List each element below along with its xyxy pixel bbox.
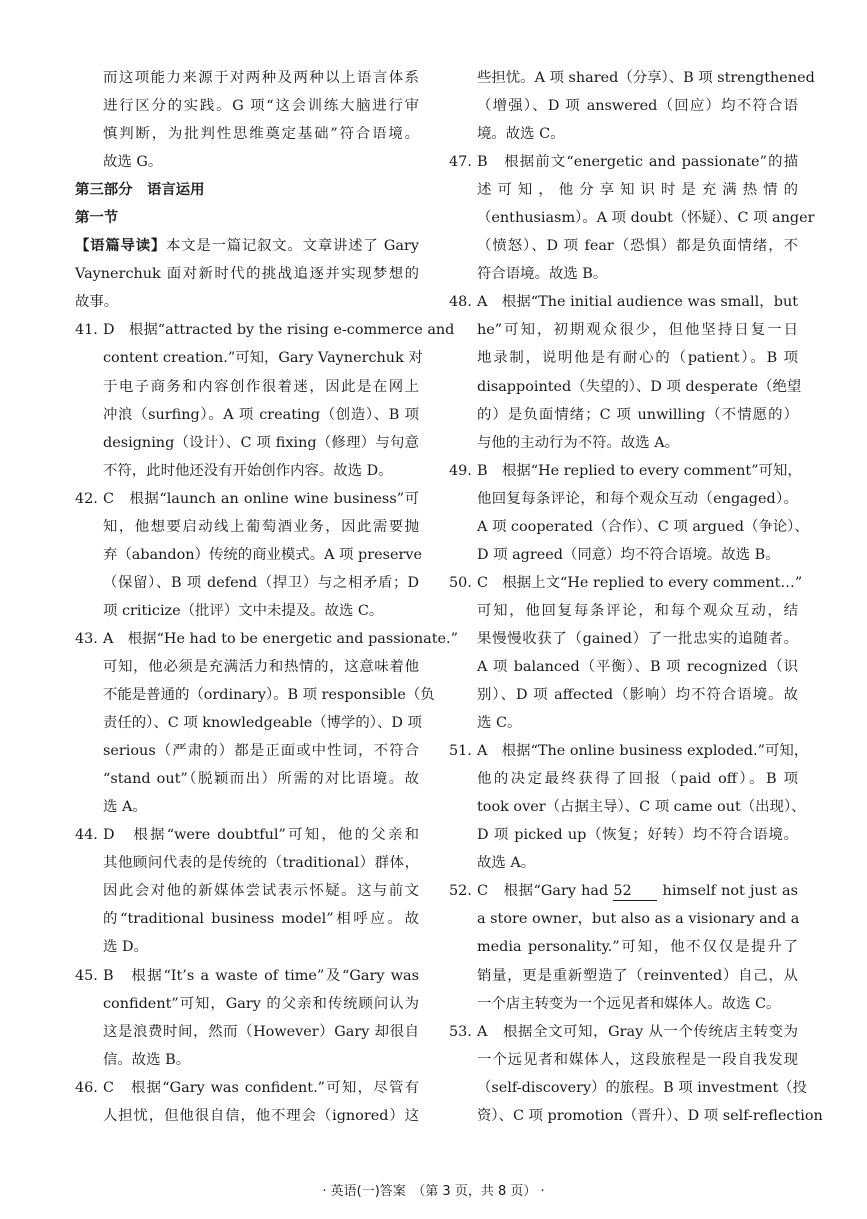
item-number: 52.	[449, 883, 472, 900]
line-text: 与他的主动行为不符。故选 A。	[477, 434, 680, 451]
line-text: 进行区分的实践。G 项“这会训练大脑进行审	[103, 98, 419, 115]
line-text: A 根据全文可知，Gray 从一个传统店主转变为	[477, 1023, 798, 1040]
answer-item-start	[449, 457, 802, 485]
line-text: C 根据“launch an online wine business”可	[103, 490, 419, 507]
text-line	[449, 849, 798, 877]
line-text: media personality.”可知，他不仅仅是提升了	[477, 939, 798, 956]
line-text: （保留）、B 项 defend（捍卫）与之相矛盾；D	[103, 574, 419, 591]
text-line	[449, 821, 798, 849]
line-text: “stand out”（脱颖而出）所需的对比语境。故	[103, 771, 419, 788]
text-line	[75, 541, 423, 569]
item-number: 48.	[449, 294, 472, 311]
text-line	[449, 1046, 798, 1074]
text-line	[75, 373, 419, 401]
line-text: 不符，此时他还没有开始创作内容。故选 D。	[103, 462, 393, 479]
answer-item-start	[75, 1074, 419, 1102]
text-line	[449, 316, 798, 344]
line-text: a store owner，but also as a visionary and a	[477, 911, 800, 928]
text-line	[75, 709, 422, 737]
line-text: 责任的）、C 项 knowledgeable（博学的）、D 项	[103, 715, 422, 732]
text-line	[75, 120, 419, 148]
text-line	[449, 933, 798, 961]
line-text: 项 criticize（批评）文中未提及。故选 C。	[103, 602, 384, 619]
text-line	[449, 1074, 807, 1102]
item-number: 43.	[75, 630, 98, 647]
text-line	[75, 401, 419, 429]
line-text: 述可知，他分享知识时是充满热情的	[477, 182, 798, 199]
text-line	[449, 681, 798, 709]
line-text: 果慢慢收获了（gained）了一批忠实的追随者。	[477, 630, 798, 647]
line-text: he”可知，初期观众很少，但他坚持日复一日	[477, 322, 798, 339]
answer-item-start	[449, 877, 798, 905]
text-line	[75, 1102, 419, 1130]
guide-tag: 【语篇导读】	[75, 238, 167, 255]
line-text: took over（占据主导）、C 项 came out（出现）、	[477, 799, 806, 816]
line-text: D 项 agreed（同意）均不符合语境。故选 B。	[477, 546, 780, 563]
line-text: 知，他想要启动线上葡萄酒业务，因此需要抛	[103, 518, 419, 535]
text-line	[75, 204, 419, 232]
line-text: B 根据“It’s a waste of time”及“Gary was	[103, 967, 419, 984]
text-line	[75, 1018, 419, 1046]
line-text: 别）、D 项 affected（影响）均不符合语境。故	[477, 687, 798, 704]
text-line	[449, 1102, 823, 1130]
line-text: 其他顾问代表的是传统的（traditional）群体，	[103, 855, 419, 872]
line-text: （self-discovery）的旅程。B 项 investment（投	[477, 1079, 807, 1096]
line-text: 信。故选 B。	[103, 1051, 191, 1068]
line-text: 于电子商务和内容创作很着迷，因此是在网上	[103, 378, 419, 395]
line-text-pre: C 根据“Gary had	[477, 883, 614, 900]
line-text: 本文是一篇记叙文。文章讲述了 Gary	[166, 238, 419, 255]
line-text: designing（设计）、C 项 fixing（修理）与句意	[103, 434, 419, 451]
text-line	[75, 344, 423, 372]
text-line	[75, 1046, 419, 1074]
line-text: A 项 cooperated（合作）、C 项 argued（争论）、	[477, 518, 809, 535]
text-line	[75, 513, 419, 541]
text-line	[449, 232, 798, 260]
line-text: 些担忧。A 项 shared（分享）、B 项 strengthened	[477, 70, 815, 86]
line-text: 弃（abandon）传统的商业模式。A 项 preserve	[103, 546, 423, 563]
text-line	[449, 513, 809, 541]
item-number: 53.	[449, 1023, 472, 1040]
answer-item-start	[75, 821, 419, 849]
text-line	[449, 92, 798, 120]
line-text: A 根据“The initial audience was small，but	[477, 294, 798, 311]
text-line	[75, 681, 435, 709]
line-text: A 项 balanced（平衡）、B 项 recognized（识	[477, 658, 798, 675]
line-text: A 根据“He had to be energetic and passionate.”	[103, 630, 458, 647]
line-text: 符合语境。故选 B。	[477, 266, 608, 283]
answer-item-start	[449, 1018, 798, 1046]
answer-item-start	[75, 316, 455, 344]
text-line	[75, 64, 419, 92]
item-number: 47.	[449, 154, 472, 171]
answer-item-start	[75, 962, 419, 990]
item-number: 46.	[75, 1079, 98, 1096]
text-line	[75, 569, 419, 597]
text-line	[75, 765, 419, 793]
line-text: 一个店主转变为一个远见者和媒体人。故选 C。	[477, 995, 781, 1012]
line-text: 这是浪费时间，然而（However）Gary 却很自	[103, 1023, 419, 1040]
line-text: 选 D。	[103, 939, 148, 956]
line-text: B 根据前文“energetic and passionate”的描	[477, 154, 798, 171]
text-line	[449, 64, 815, 92]
line-text: （enthusiasm）。A 项 doubt（怀疑）、C 项 anger	[477, 210, 815, 227]
text-line	[449, 962, 798, 990]
text-line	[75, 92, 419, 120]
line-text: himself not just as	[657, 883, 798, 900]
right-column	[449, 64, 823, 1130]
answer-item-start	[449, 148, 798, 176]
text-line	[75, 148, 419, 176]
text-line	[75, 457, 419, 485]
line-text: confident”可知，Gary 的父亲和传统顾问认为	[103, 995, 419, 1012]
line-text: 的）是负面情绪；C 项 unwilling（不情愿的）	[477, 406, 798, 423]
answer-item-start	[449, 288, 798, 316]
text-line	[75, 793, 419, 821]
item-number: 41.	[75, 322, 98, 339]
line-text: 人担忧，但他很自信，他不理会（ignored）这	[103, 1107, 419, 1124]
line-text: A 根据“The online business exploded.”可知，	[477, 743, 809, 760]
line-text: D 根据“attracted by the rising e-commerce and	[103, 322, 455, 339]
line-text: 一个远见者和媒体人，这段旅程是一段自我发现	[477, 1051, 798, 1068]
page-footer: · 英语(一)答案 （第 3 页，共 8 页） ·	[322, 1184, 545, 1199]
line-text: 销量，更是重新塑造了（reinvented）自己，从	[477, 967, 798, 984]
text-line	[449, 120, 798, 148]
text-line	[449, 485, 798, 513]
line-text: 境。故选 C。	[477, 126, 565, 143]
text-line	[449, 204, 815, 232]
answer-item-start	[449, 737, 809, 765]
line-text: C 根据上文“He replied to every comment…”	[477, 574, 803, 591]
text-line	[449, 653, 798, 681]
text-line	[75, 933, 419, 961]
line-text: 故选 A。	[477, 855, 536, 872]
text-line	[75, 849, 419, 877]
text-line	[449, 260, 798, 288]
text-line	[75, 737, 419, 765]
line-text: 可知，他必须是充满活力和热情的，这意味着他	[103, 658, 419, 675]
text-line	[75, 597, 419, 625]
line-text: 可知，他回复每条评论，和每个观众互动，结	[477, 602, 798, 619]
line-text: （增强）、D 项 answered（回应）均不符合语	[477, 98, 798, 115]
text-line	[75, 905, 419, 933]
line-text: serious（严肃的）都是正面或中性词，不符合	[103, 743, 419, 760]
line-text: 慎判断，为批判性思维奠定基础”符合语境。	[103, 126, 419, 143]
line-text: 第三部分 语言运用	[75, 182, 205, 199]
text-line	[449, 541, 798, 569]
text-line	[449, 990, 798, 1018]
line-text: disappointed（失望的）、D 项 desperate（绝望	[477, 378, 802, 395]
text-line	[449, 401, 798, 429]
item-number: 49.	[449, 462, 472, 479]
item-number: 50.	[449, 574, 472, 591]
item-number: 51.	[449, 743, 472, 760]
line-text: B 根据“He replied to every comment”可知，	[477, 462, 802, 479]
line-text: D 根据“were doubtful”可知，他的父亲和	[103, 827, 419, 844]
text-line	[449, 597, 798, 625]
line-text: 不能是普通的（ordinary）。B 项 responsible（负	[103, 687, 435, 704]
line-text: Vaynerchuk 面对新时代的挑战追逐并实现梦想的	[75, 266, 419, 283]
line-text: 故选 G。	[103, 154, 163, 171]
line-text: 他的决定最终获得了回报（paid off）。B 项	[477, 771, 798, 788]
item-number: 44.	[75, 827, 98, 844]
line-text: C 根据“Gary was confident.”可知，尽管有	[103, 1079, 419, 1096]
line-text: 因此会对他的新媒体尝试表示怀疑。这与前文	[103, 883, 419, 900]
answer-item-start	[75, 485, 419, 513]
text-line	[75, 260, 419, 288]
line-text: 他回复每条评论，和每个观众互动（engaged）。	[477, 490, 798, 507]
line-text: 故事。	[75, 294, 119, 311]
line-text: content creation.”可知，Gary Vaynerchuk 对	[103, 350, 423, 367]
line-text: 冲浪（surfing）。A 项 creating（创造）、B 项	[103, 406, 419, 423]
text-line	[75, 877, 419, 905]
line-text: D 项 picked up（恢复；好转）均不符合语境。	[477, 827, 798, 844]
text-line	[75, 990, 419, 1018]
text-line	[449, 176, 798, 204]
answer-item-start	[449, 569, 803, 597]
fill-blank: 52	[613, 882, 657, 901]
line-text: 地录制，说明他是有耐心的（patient）。B 项	[477, 350, 798, 367]
text-line	[449, 905, 798, 933]
line-text: 资）、C 项 promotion（晋升）、D 项 self-reflection	[477, 1107, 823, 1124]
text-line	[75, 429, 419, 457]
line-text: 选 A。	[103, 799, 147, 816]
line-text: 选 C。	[477, 715, 522, 732]
item-number: 42.	[75, 490, 98, 507]
answer-item-start	[75, 625, 458, 653]
text-line	[449, 429, 798, 457]
text-line	[75, 653, 419, 681]
text-line	[75, 232, 419, 260]
text-line	[449, 765, 798, 793]
line-text: 第一节	[75, 210, 119, 227]
line-text: 的“traditional business model”相呼应。故	[103, 911, 419, 928]
left-column	[75, 64, 458, 1130]
text-line	[449, 709, 798, 737]
text-line	[449, 344, 798, 372]
text-line	[75, 176, 419, 204]
text-line	[449, 625, 798, 653]
text-line	[449, 373, 802, 401]
text-line	[75, 288, 419, 316]
item-number: 45.	[75, 967, 98, 984]
line-text: 而这项能力来源于对两种及两种以上语言体系	[103, 70, 419, 86]
text-line	[449, 793, 806, 821]
line-text: （愤怒）、D 项 fear（恐惧）都是负面情绪，不	[477, 238, 798, 255]
